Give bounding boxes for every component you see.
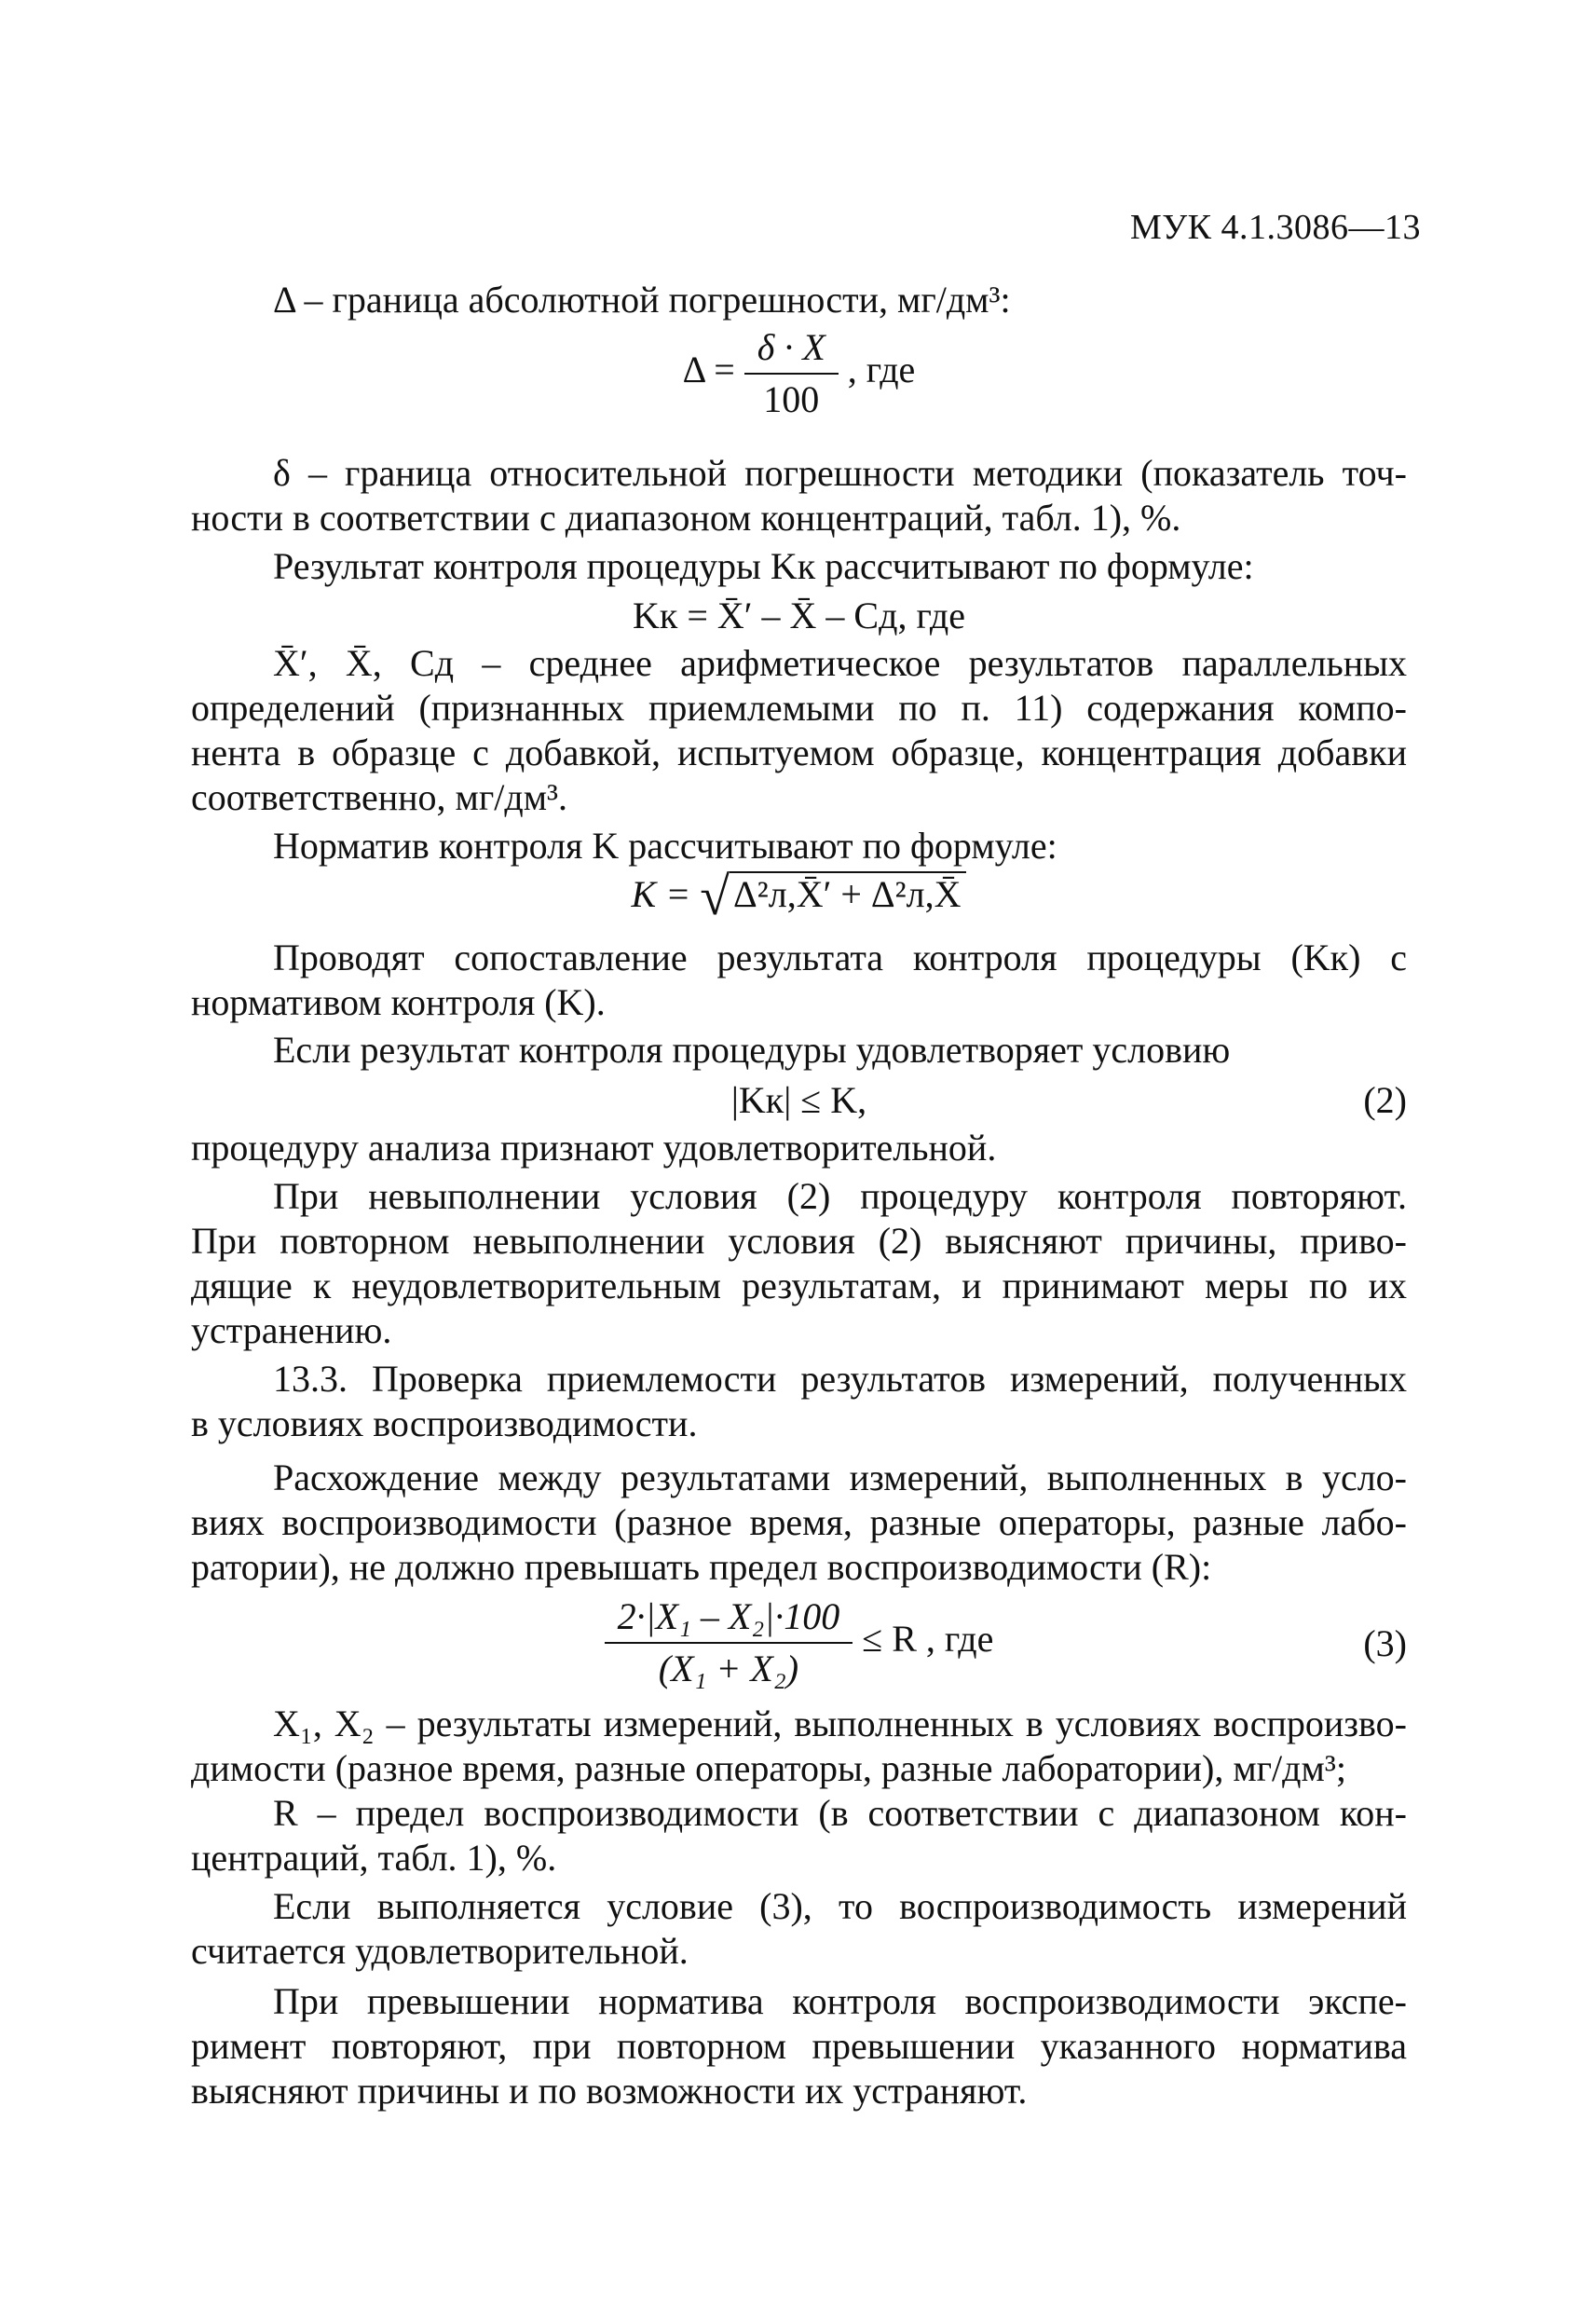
section-13-3-line-1: 13.3. Проверка приемлемости результатов измерений, полученных — [273, 1358, 1407, 1400]
diverge-line-3: ратории), не должно превышать предел воспроизводимости (R): — [191, 1546, 1212, 1588]
compare-line-1: Проводят сопоставление результата контроля процедуры (Kк) с — [273, 937, 1407, 978]
k-sqrt-body: Δ²л,X̄′ + Δ²л,X̄ — [730, 871, 966, 915]
delta-formula — [191, 326, 1407, 421]
diverge-line-1: Расхождение между результатами измерений, выполненных в усло- — [273, 1456, 1407, 1498]
condition-3 — [191, 1595, 1407, 1690]
condition-2 — [191, 1078, 1407, 1123]
sqrt-icon: √ — [700, 866, 730, 926]
kk-formula: Kк = X̄′ – X̄ – Cд, где — [633, 595, 965, 636]
exceed-line-3: выясняют причины и по возможности их устраняют. — [191, 2070, 1028, 2112]
k-sqrt — [700, 867, 966, 924]
condition-3-denominator: (X₁ + X₂) — [658, 1648, 799, 1689]
fail-line-1: При невыполнении условия (2) процедуру контроля повторяют. — [273, 1175, 1407, 1217]
section-13-3-line-2: в условиях воспроизводимости. — [191, 1402, 698, 1444]
fail-line-3: дящие к неудовлетворительным результатам, и принимают меры по их — [191, 1265, 1407, 1306]
satisfactory-line: процедуру анализа признают удовлетворительной. — [191, 1127, 997, 1169]
avg-line-4: соответственно, мг/дм³. — [191, 776, 568, 818]
avg-line-2: определений (признанных приемлемыми по п. 11) содержания компо- — [191, 687, 1407, 729]
rel-error-line-2: ности в соответствии с диапазоном концентраций, табл. 1), %. — [191, 497, 1181, 539]
exceed-line-1: При превышении норматива контроля воспроизводимости экспе- — [273, 1980, 1407, 2022]
kk-intro: Результат контроля процедуры Kк рассчитывают по формуле: — [273, 545, 1254, 587]
delta-formula-lhs: Δ = — [682, 349, 735, 391]
delta-numerator: δ · X — [744, 326, 839, 375]
condition-3-tail: ≤ R , где — [862, 1618, 994, 1661]
r-line-2: центраций, табл. 1), %. — [191, 1837, 557, 1879]
fail-line-2: При повторном невыполнении условия (2) выясняют причины, приво- — [191, 1220, 1407, 1262]
cond3-line-2: считается удовлетворительной. — [191, 1930, 689, 1972]
norm-intro: Норматив контроля K рассчитывают по формуле: — [273, 825, 1057, 867]
fail-line-4: устранению. — [191, 1309, 392, 1351]
cond3-line-1: Если выполняется условие (3), то воспроизводимость измерений — [273, 1885, 1407, 1927]
condition-2-body: |Kк| ≤ K, — [730, 1079, 867, 1121]
condition-3-numerator: 2·|X₁ – X₂|·100 — [605, 1595, 853, 1644]
k-formula-lhs: K = — [631, 873, 691, 915]
rel-error-line-1: δ – граница относительной погрешности методики (показатель точ- — [273, 452, 1407, 494]
delta-denominator: 100 — [763, 378, 820, 420]
avg-line-3: нента в образце с добавкой, испытуемом образце, концентрация добавки — [191, 732, 1407, 773]
r-line-1: R – предел воспроизводимости (в соответствии с диапазоном кон- — [273, 1792, 1407, 1834]
delta-fraction — [744, 326, 839, 421]
condition-3-fraction — [605, 1595, 853, 1690]
x12-line-2: димости (разное время, разные операторы, разные лаборатории), мг/дм³; — [191, 1747, 1346, 1789]
diverge-line-2: виях воспроизводимости (разное время, разные операторы, разные лабо- — [191, 1501, 1407, 1543]
if-condition: Если результат контроля процедуры удовлетворяет условию — [273, 1029, 1231, 1071]
x12-line-1: X₁, X₂ – результаты измерений, выполненных в условиях воспроизво- — [273, 1702, 1407, 1744]
document-code: МУК 4.1.3086—13 — [1129, 208, 1421, 247]
abs-error-definition: Δ – граница абсолютной погрешности, мг/дм³: — [273, 279, 1011, 321]
avg-line-1: X̄′, X̄, Cд – среднее арифметическое результатов параллельных — [273, 642, 1407, 684]
delta-formula-tail: , где — [847, 349, 916, 391]
k-formula — [191, 867, 1407, 924]
equation-number-2: (2) — [1363, 1079, 1407, 1121]
compare-line-2: нормативом контроля (K). — [191, 981, 606, 1023]
equation-number-3: (3) — [1363, 1622, 1407, 1664]
exceed-line-2: римент повторяют, при повторном превышении указанного норматива — [191, 2025, 1407, 2067]
